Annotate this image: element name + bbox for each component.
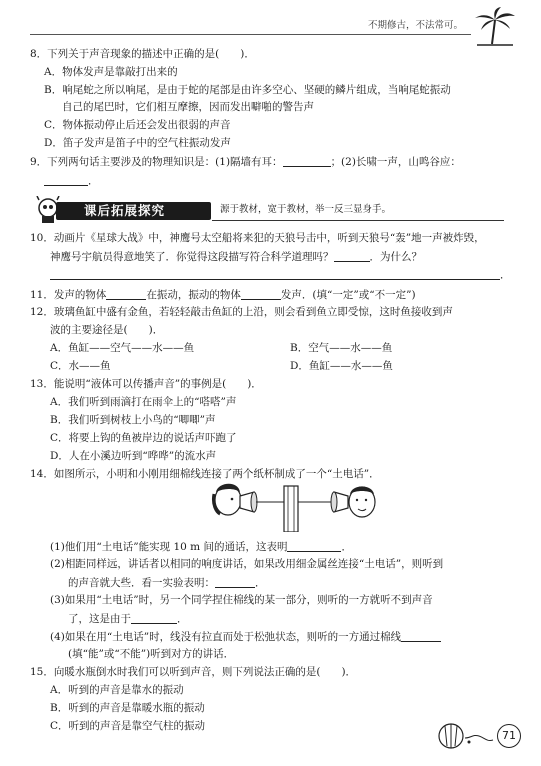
question-8-option-d: D．笛子发声是笛子中的空气柱振动发声 [44,137,231,149]
question-14-part-1: (1)他们用“土电话”能实现 10 m 间的通话，这表明 ． [50,541,352,553]
question-14-part-2-text: 的声音就大些．看一实验表明： [68,577,215,589]
answer-blank[interactable] [215,576,255,588]
answer-blank[interactable] [106,288,146,300]
question-8-option-c: C．物体振动停止后还会发出很弱的声音 [44,119,231,131]
question-14-part-4 [50,630,441,644]
banner-rule [212,220,504,221]
question-12-cont: 波的主要途径是( )． [50,324,164,336]
question-11-stem [30,288,416,302]
question-13-option-d: D．人在小溪边听到“哗哗”的流水声 [50,450,217,462]
question-13-option-b: B．我们听到树枝上小鸟的“唧唧”声 [50,414,216,426]
question-12-option-c: C．水——鱼 [50,360,111,372]
question-14-part-4-cont: (填“能”或“不能”)听到对方的讲话． [68,648,235,660]
question-14-part-2-cont: 的声音就大些．看一实验表明： ． [68,577,266,589]
banner-title: 课后拓展探究 [84,203,166,218]
question-10-cont [50,250,422,264]
shell-decoration-icon [435,720,499,750]
question-9-part2: ；(2)长啸一声，山鸣谷应： [330,156,461,168]
question-14-part-3-text: 了，这是由于 [68,613,131,625]
question-15-option-a: A．听到的声音是靠水的振动 [50,684,184,696]
page-number: 71 [497,724,521,748]
answer-blank[interactable] [287,540,341,552]
question-8-option-b-cont: 自己的尾巴时，它们相互摩擦，因而发出噼啪的警告声 [62,101,314,113]
header-rule [30,34,471,35]
header-motto: 不期修古，不法常可。 [367,20,463,31]
question-13-option-c: C．将要上钩的鱼被岸边的说话声吓跑了 [50,432,237,444]
question-12-option-b: B．空气——水——鱼 [290,342,393,354]
answer-blank[interactable] [401,630,441,642]
question-10-why: ．为什么？ [369,251,422,263]
section-banner [34,200,504,222]
answer-blank[interactable] [44,174,88,186]
palm-tree-icon [473,6,517,46]
question-15-stem: 15．向暖水瓶倒水时我们可以听到声音，则下列说法正确的是( )． [30,666,357,678]
question-11-part2: 在振动，振动的物体 [146,289,241,301]
question-14-part-3-cont: 了，这是由于 ． [68,613,188,625]
question-12-option-a: A．鱼缸——空气——水——鱼 [50,342,195,354]
answer-blank[interactable] [50,268,500,280]
question-13-option-a: A．我们听到雨滴打在雨伞上的“嗒嗒”声 [50,396,237,408]
answer-blank[interactable] [283,155,331,167]
question-8-stem: 8．下列关于声音现象的描述中正确的是( )． [30,48,255,60]
question-11-part1: 11．发声的物体 [30,289,107,301]
question-11-part3: 发声．(填“一定”或“不一定”) [280,289,416,301]
question-14-part-4-text: (4)如果在用“土电话”时，线没有拉直而处于松弛状态，则听的一方通过棉线 [50,631,402,643]
question-14-part-3: (3)如果用“土电话”时，另一个同学捏住棉线的某一部分，则听的一方就听不到声音 [50,594,433,606]
question-14-part-1-text: (1)他们用“土电话”能实现 10 m 间的通话，这表明 [50,541,288,553]
question-10-part: 神鹰号宇航员得意地笑了．你觉得这段描写符合科学道理吗？ [50,251,334,263]
question-9-cont: ． [44,174,99,188]
question-10-stem: 10．动画片《星球大战》中，神鹰号太空船将来犯的天狼号击中，听到天狼号“轰”地一声被炸毁， [30,232,485,244]
tin-can-telephone-figure [210,478,380,532]
answer-blank[interactable] [241,288,281,300]
page-footer [435,718,525,750]
answer-blank[interactable] [334,250,370,262]
question-12-option-d: D．鱼缸——水——鱼 [290,360,393,372]
question-15-option-b: B．听到的声音是靠暖水瓶的振动 [50,702,205,714]
question-9-stem [30,155,461,169]
banner-subtitle: 源于教材，宽于教材，举一反三显身手。 [220,204,392,215]
question-10-answer-line[interactable]: ． [50,268,511,282]
question-9-part1: 9．下列两句话主要涉及的物理知识是：(1)隔墙有耳： [30,156,283,168]
question-13-stem: 13．能说明“液体可以传播声音”的事例是( )． [30,378,262,390]
question-14-stem: 14．如图所示，小明和小刚用细棉线连接了两个纸杯制成了一个“土电话”． [30,468,380,480]
question-14-part-2: (2)相距同样远，讲话者以相同的响度讲话，如果改用细金属丝连接“土电话”，则听到 [50,558,444,570]
question-15-option-c: C．听到的声音是靠空气柱的振动 [50,720,206,732]
question-8-option-b: B．响尾蛇之所以响尾，是由于蛇的尾部是由许多空心、坚硬的鳞片组成，当响尾蛇振动 [44,84,451,96]
question-8-option-a: A．物体发声是靠敲打出来的 [44,66,178,78]
question-12-stem: 12．玻璃鱼缸中盛有金鱼，若轻轻敲击鱼缸的上沿，则会看到鱼立即受惊，这时鱼接收到声 [30,306,453,318]
answer-blank[interactable] [131,612,177,624]
